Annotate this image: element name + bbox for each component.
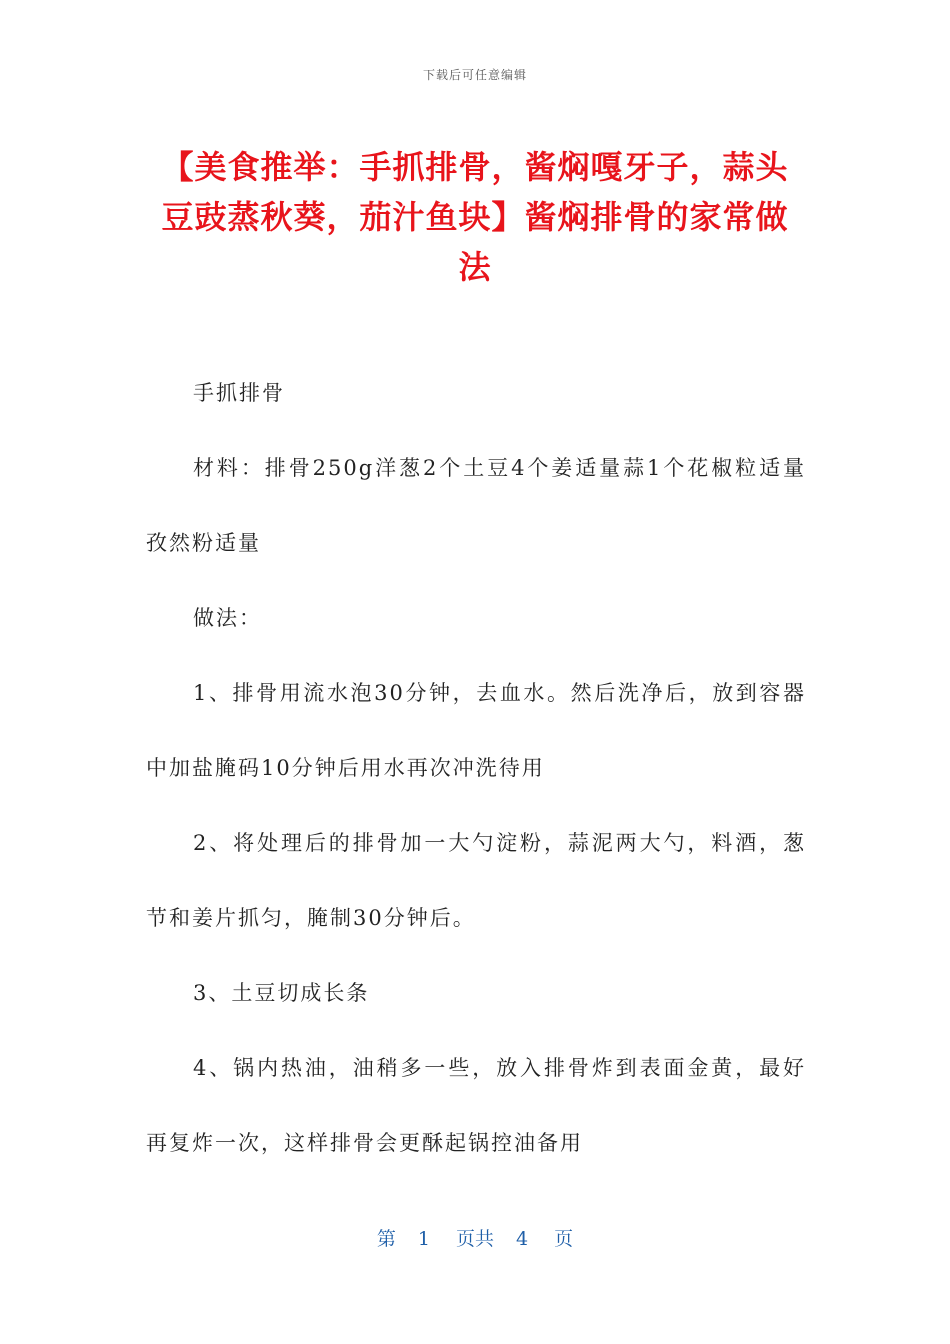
footer-label-page: 第 — [376, 1228, 396, 1250]
footer-label-of: 页共 — [455, 1228, 494, 1250]
footer-total-pages: 4 — [516, 1228, 529, 1250]
document-title: 【美食推举：手抓排骨，酱焖嘎牙子，蒜头豆豉蒸秋葵，茄汁鱼块】酱焖排骨的家常做法 — [161, 148, 789, 286]
paragraph-step-4: 4、锅内热油，油稍多一些，放入排骨炸到表面金黄，最好再复炸一次，这样排骨会更酥起锅控油备用 — [146, 1056, 806, 1155]
footer-label-end: 页 — [554, 1228, 574, 1250]
footer-current-page: 1 — [417, 1228, 430, 1250]
paragraph-section-heading: 手抓排骨 — [193, 381, 285, 405]
paragraph-ingredients: 材料：排骨250g洋葱2个土豆4个姜适量蒜1个花椒粒适量孜然粉适量 — [146, 456, 806, 555]
paragraph-step-3: 3、土豆切成长条 — [193, 981, 370, 1005]
paragraph-step-1: 1、排骨用流水泡30分钟，去血水。然后洗净后，放到容器中加盐腌码10分钟后用水再次冲洗待用 — [146, 681, 806, 780]
page-footer — [0, 1224, 950, 1251]
paragraph-method-heading: 做法： — [193, 606, 262, 630]
document-body — [146, 356, 806, 1181]
paragraph-step-2: 2、将处理后的排骨加一大勺淀粉，蒜泥两大勺，料酒，葱节和姜片抓匀，腌制30分钟后。 — [146, 831, 806, 930]
header-note: 下载后可任意编辑 — [422, 68, 527, 82]
